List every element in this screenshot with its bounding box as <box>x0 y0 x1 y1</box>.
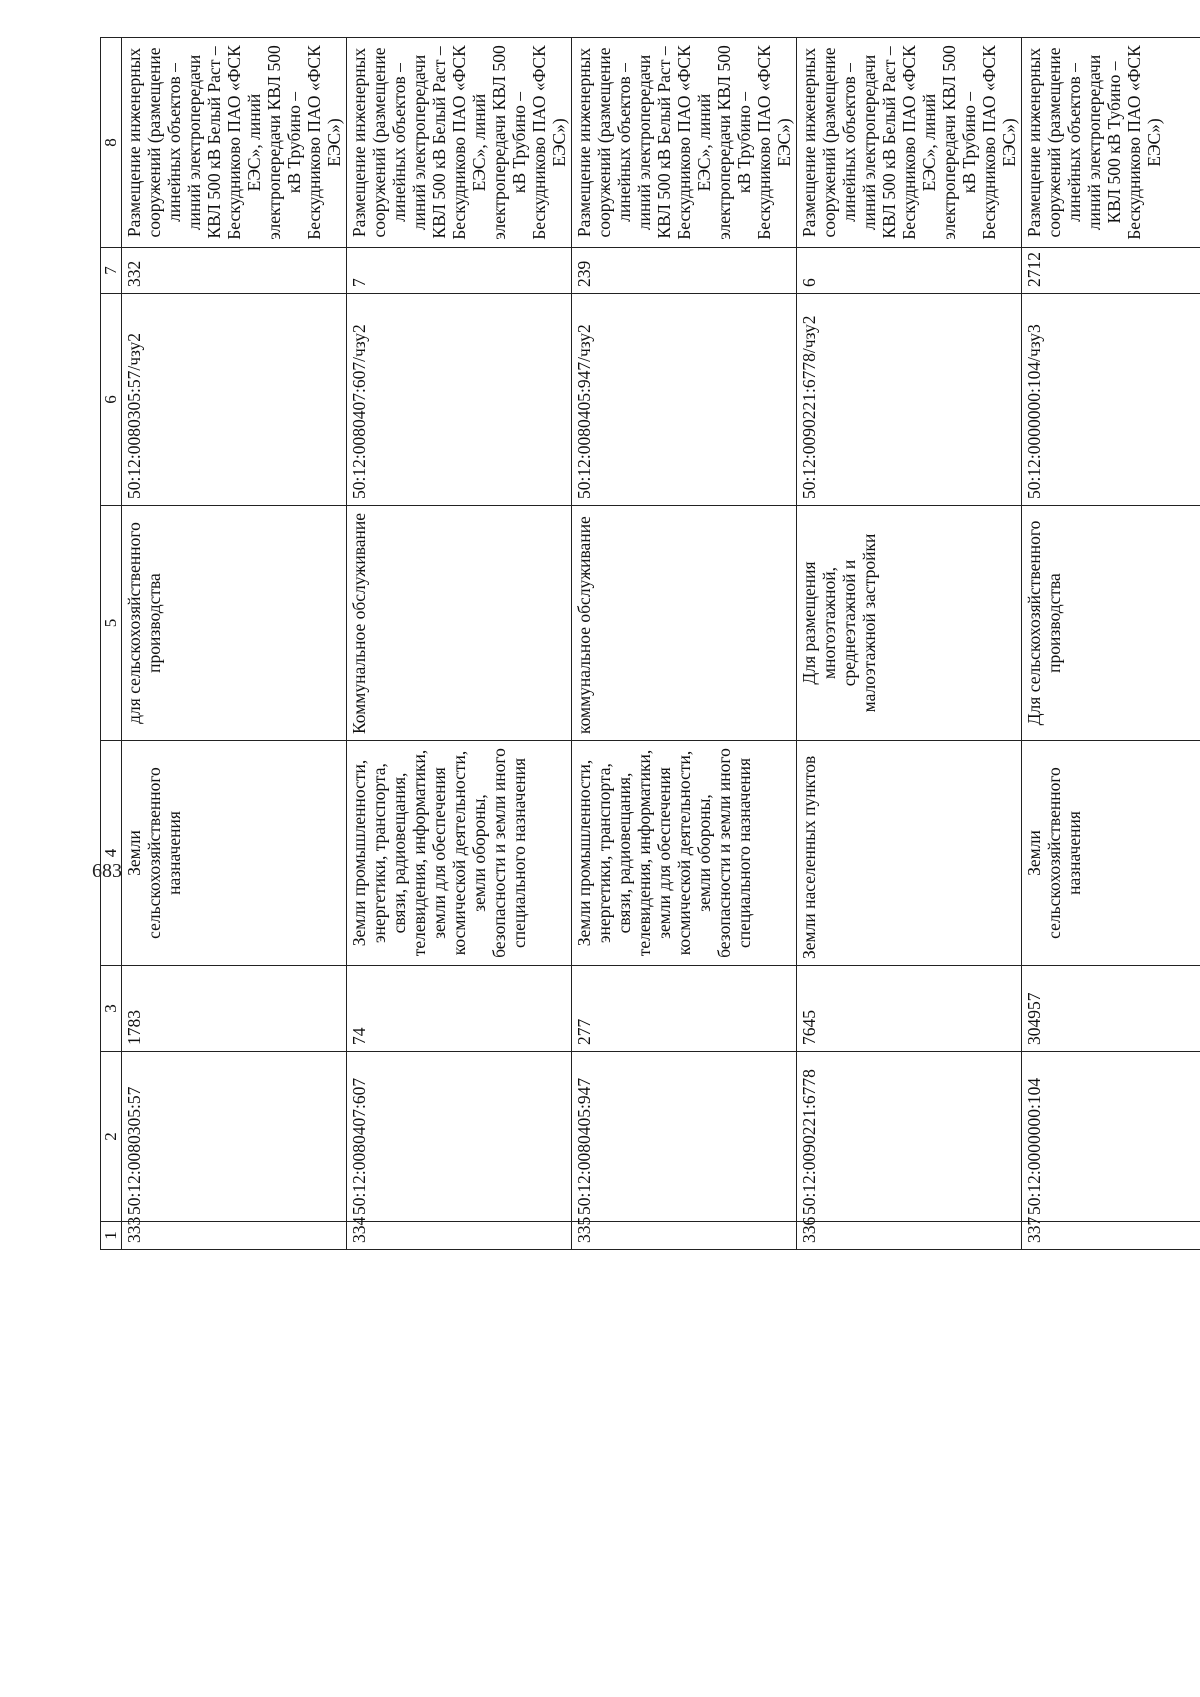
header-cell: 8 <box>101 38 122 248</box>
plot-part-number: 50:12:0080305:57/чзу2 <box>122 294 347 506</box>
land-category: Земли промышленности, энергетики, транспорта, связи, радиовещания, телевидения, информатики, земли для обеспечения космической деятельности, земли обороны, безопасности и земли иного специального назначения <box>572 741 797 966</box>
plot-part-number: 50:12:0080407:607/чзу2 <box>347 294 572 506</box>
part-area: 2712 <box>1022 248 1200 294</box>
purpose: Размещение инженерных сооружений (размещение линейных объектов – линий электропередачи КВЛ 500 кВ Белый Раст – Бескудниково ПАО «ФСК ЕЭС», линий электропередачи КВЛ 500 кВ Трубино – Бескудниково ПАО «ФСК ЕЭС») <box>572 38 797 248</box>
permitted-use: Для сельскохозяйственного производства <box>1022 506 1200 741</box>
cadastral-number: 50:12:0080305:57 <box>122 1052 347 1222</box>
plot-area: 1783 <box>122 966 347 1052</box>
plot-area: 277 <box>572 966 797 1052</box>
cadastral-number: 50:12:0080405:947 <box>572 1052 797 1222</box>
part-area: 6 <box>797 248 1022 294</box>
plot-area: 304957 <box>1022 966 1200 1052</box>
row-number: 337 <box>1022 1222 1200 1250</box>
table-row <box>797 38 1022 1250</box>
land-category: Земли населенных пунктов <box>797 741 1022 966</box>
cadastral-number: 50:12:0090221:6778 <box>797 1052 1022 1222</box>
table-row <box>572 38 797 1250</box>
part-area: 332 <box>122 248 347 294</box>
land-category: Земли промышленности, энергетики, транспорта, связи, радиовещания, телевидения, информатики, земли для обеспечения космической деятельности, земли обороны, безопасности и земли иного специального назначения <box>347 741 572 966</box>
row-number: 334 <box>347 1222 572 1250</box>
header-cell: 3 <box>101 966 122 1052</box>
land-plots-table <box>100 37 1200 1250</box>
column-number-row <box>101 38 122 1250</box>
permitted-use: Для размещения многоэтажной, среднеэтажной и малоэтажной застройки <box>797 506 1022 741</box>
purpose: Размещение инженерных сооружений (размещение линейных объектов – линий электропередачи КВЛ 500 кВ Белый Раст – Бескудниково ПАО «ФСК ЕЭС», линий электропередачи КВЛ 500 кВ Трубино – Бескудниково ПАО «ФСК ЕЭС») <box>122 38 347 248</box>
header-cell: 7 <box>101 248 122 294</box>
header-cell: 5 <box>101 506 122 741</box>
cadastral-number: 50:12:0000000:104 <box>1022 1052 1200 1222</box>
cadastral-number: 50:12:0080407:607 <box>347 1052 572 1222</box>
purpose: Размещение инженерных сооружений (размещение линейных объектов – линий электропередачи КВЛ 500 кВ Тубино – Бескудниково ПАО «ФСК ЕЭС») <box>1022 38 1200 248</box>
table-row <box>1022 38 1200 1250</box>
purpose: Размещение инженерных сооружений (размещение линейных объектов – линий электропередачи КВЛ 500 кВ Белый Раст – Бескудниково ПАО «ФСК ЕЭС», линий электропередачи КВЛ 500 кВ Трубино – Бескудниково ПАО «ФСК ЕЭС») <box>347 38 572 248</box>
plot-area: 7645 <box>797 966 1022 1052</box>
plot-area: 74 <box>347 966 572 1052</box>
permitted-use: Коммунальное обслуживание <box>347 506 572 741</box>
table-row <box>347 38 572 1250</box>
purpose: Размещение инженерных сооружений (размещение линейных объектов – линий электропередачи КВЛ 500 кВ Белый Раст – Бескудниково ПАО «ФСК ЕЭС», линий электропередачи КВЛ 500 кВ Трубино – Бескудниково ПАО «ФСК ЕЭС») <box>797 38 1022 248</box>
table-row <box>122 38 347 1250</box>
rotated-table-page <box>100 38 1164 1250</box>
header-cell: 4 <box>101 741 122 966</box>
row-number: 333 <box>122 1222 347 1250</box>
permitted-use: для сельскохозяйственного производства <box>122 506 347 741</box>
header-cell: 1 <box>101 1222 122 1250</box>
land-category: Земли сельскохозяйственного назначения <box>1022 741 1200 966</box>
header-cell: 2 <box>101 1052 122 1222</box>
row-number: 335 <box>572 1222 797 1250</box>
plot-part-number: 50:12:0080405:947/чзу2 <box>572 294 797 506</box>
plot-part-number: 50:12:0000000:104/чзу3 <box>1022 294 1200 506</box>
page-number: 683 <box>92 860 122 882</box>
row-number: 336 <box>797 1222 1022 1250</box>
part-area: 239 <box>572 248 797 294</box>
part-area: 7 <box>347 248 572 294</box>
land-category: Земли сельскохозяйственного назначения <box>122 741 347 966</box>
header-cell: 6 <box>101 294 122 506</box>
permitted-use: коммунальное обслуживание <box>572 506 797 741</box>
plot-part-number: 50:12:0090221:6778/чзу2 <box>797 294 1022 506</box>
